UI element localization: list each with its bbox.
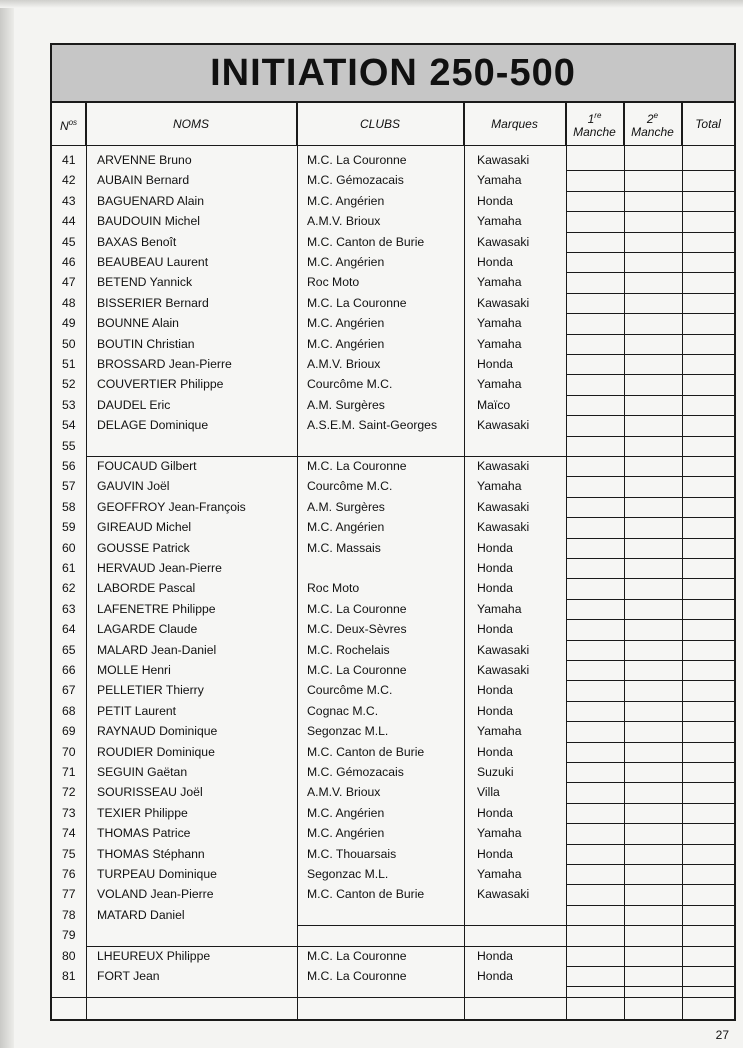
rider-name: AUBAIN Bernard bbox=[97, 173, 190, 188]
rider-name: GIREAUD Michel bbox=[97, 520, 192, 535]
rider-name: MOLLE Henri bbox=[97, 663, 171, 677]
rider-brand: Villa bbox=[477, 785, 500, 800]
rider-brand: Kawasaki bbox=[477, 499, 530, 514]
header-manche-2-word: Manche bbox=[631, 125, 674, 139]
rider-name: FORT Jean bbox=[97, 969, 160, 983]
rider-name: TEXIER Philippe bbox=[97, 805, 188, 820]
rider-brand: Yamaha bbox=[477, 479, 522, 494]
rider-name: GEOFFROY Jean-François bbox=[97, 499, 246, 514]
rider-number: 81 bbox=[62, 969, 76, 983]
rider-brand: Honda bbox=[477, 805, 513, 820]
rider-name: BROSSARD Jean-Pierre bbox=[97, 357, 232, 371]
rider-brand: Yamaha bbox=[477, 724, 522, 739]
score-row-rule bbox=[566, 578, 734, 579]
rider-brand: Honda bbox=[477, 683, 513, 698]
header-num-label bbox=[60, 116, 77, 133]
score-row-rule bbox=[566, 313, 734, 314]
rider-name: HERVAUD Jean-Pierre bbox=[97, 561, 222, 575]
header-manche-2 bbox=[624, 103, 682, 145]
rider-name: TURPEAU Dominique bbox=[97, 867, 217, 881]
rider-number: 79 bbox=[62, 928, 76, 943]
header-manche-1-num bbox=[588, 109, 602, 126]
rider-club: M.C. La Couronne bbox=[307, 459, 407, 473]
rider-name: PETIT Laurent bbox=[97, 703, 177, 718]
score-row-rule bbox=[566, 354, 734, 355]
rider-club: Segonzac M.L. bbox=[307, 724, 389, 739]
rider-number: 74 bbox=[62, 826, 76, 841]
footer-divider bbox=[52, 997, 734, 998]
rider-brand: Honda bbox=[477, 622, 513, 637]
rider-name: BAGUENARD Alain bbox=[97, 193, 205, 208]
rider-number: 50 bbox=[62, 336, 76, 351]
rider-name: BOUNNE Alain bbox=[97, 316, 179, 331]
block-separator bbox=[297, 925, 566, 926]
rider-number: 69 bbox=[62, 724, 76, 739]
rider-brand: Kawasaki bbox=[477, 663, 530, 677]
rider-name: COUVERTIER Philippe bbox=[97, 377, 224, 392]
score-row-rule bbox=[566, 619, 734, 620]
rider-club: M.C. Gémozacais bbox=[307, 173, 404, 188]
rider-name: THOMAS Patrice bbox=[97, 826, 191, 841]
rider-name: DELAGE Dominique bbox=[97, 418, 209, 433]
rider-brand: Kawasaki bbox=[477, 459, 530, 473]
rider-brand: Yamaha bbox=[477, 316, 522, 331]
rider-number: 77 bbox=[62, 887, 76, 902]
score-row-rule bbox=[566, 211, 734, 212]
page-title: INITIATION 250-500 bbox=[210, 51, 576, 94]
rider-number: 49 bbox=[62, 316, 76, 331]
rider-club: M.C. La Couronne bbox=[307, 948, 407, 963]
rider-number: 75 bbox=[62, 846, 76, 861]
header-manche-1 bbox=[566, 103, 624, 145]
score-row-rule bbox=[566, 538, 734, 539]
rider-name: SEGUIN Gaëtan bbox=[97, 765, 188, 779]
header-brands bbox=[464, 103, 566, 145]
header-num bbox=[52, 103, 86, 145]
score-row-rule bbox=[566, 436, 734, 437]
rider-club: M.C. Gémozacais bbox=[307, 765, 404, 779]
score-row-rule bbox=[566, 599, 734, 600]
rider-number: 68 bbox=[62, 703, 76, 718]
rider-brand: Yamaha bbox=[477, 601, 522, 616]
rider-club: Roc Moto bbox=[307, 581, 360, 596]
score-row-rule bbox=[566, 497, 734, 498]
rider-name: BEAUBEAU Laurent bbox=[97, 255, 209, 269]
score-row-rule bbox=[566, 762, 734, 763]
score-row-rule bbox=[566, 232, 734, 233]
rider-club: M.C. Angérien bbox=[307, 805, 385, 820]
rider-number: 76 bbox=[62, 867, 76, 881]
rider-name: THOMAS Stéphann bbox=[97, 846, 205, 861]
rider-brand: Honda bbox=[477, 561, 513, 575]
rider-brand: Yamaha bbox=[477, 214, 522, 229]
rider-number: 56 bbox=[62, 459, 76, 473]
rider-brand: Kawasaki bbox=[477, 887, 530, 902]
rider-number: 73 bbox=[62, 805, 76, 820]
rider-number: 54 bbox=[62, 418, 76, 433]
rider-brand: Honda bbox=[477, 846, 513, 861]
header-manche-2-num bbox=[647, 109, 658, 126]
score-row-rule bbox=[566, 476, 734, 477]
score-row-rule bbox=[566, 864, 734, 865]
col-rule-num bbox=[86, 103, 87, 1021]
rider-brand: Suzuki bbox=[477, 765, 514, 779]
rider-brand: Yamaha bbox=[477, 826, 522, 841]
rider-brand: Yamaha bbox=[477, 173, 522, 188]
rider-number: 71 bbox=[62, 765, 76, 779]
rider-name: MATARD Daniel bbox=[97, 907, 185, 922]
header-manche-2-digit: 2 bbox=[646, 112, 654, 126]
rider-club: M.C. Deux-Sèvres bbox=[307, 622, 407, 637]
rider-number: 55 bbox=[62, 438, 76, 453]
rider-number: 42 bbox=[62, 173, 76, 188]
block-separator bbox=[86, 456, 734, 457]
header-total bbox=[682, 103, 734, 145]
score-row-rule bbox=[566, 721, 734, 722]
score-row-rule bbox=[566, 660, 734, 661]
score-row-rule bbox=[566, 986, 734, 987]
rider-club: M.C. Angérien bbox=[307, 193, 385, 208]
rider-club: Courcôme M.C. bbox=[307, 683, 393, 698]
rider-brand: Honda bbox=[477, 703, 513, 718]
rider-brand: Kawasaki bbox=[477, 642, 530, 657]
rider-club: Roc Moto bbox=[307, 275, 360, 290]
title-bar bbox=[52, 45, 734, 103]
rider-number: 45 bbox=[62, 234, 76, 249]
header-names-label: NOMS bbox=[173, 116, 209, 131]
header-divider bbox=[52, 145, 734, 146]
rider-brand: Honda bbox=[477, 255, 513, 269]
rider-brand: Honda bbox=[477, 744, 513, 759]
score-row-rule bbox=[566, 884, 734, 885]
rider-club: M.C. Angérien bbox=[307, 520, 385, 535]
rider-number: 59 bbox=[62, 520, 76, 535]
rider-club: M.C. Canton de Burie bbox=[307, 744, 425, 759]
rider-brand: Yamaha bbox=[477, 377, 522, 392]
score-row-rule bbox=[566, 517, 734, 518]
rider-number: 66 bbox=[62, 663, 76, 677]
rider-brand: Honda bbox=[477, 357, 513, 371]
score-row-rule bbox=[566, 558, 734, 559]
rider-club: Segonzac M.L. bbox=[307, 867, 389, 881]
rider-club: A.M. Surgères bbox=[307, 397, 385, 412]
page-binding-shadow bbox=[0, 0, 14, 1048]
rider-name: FOUCAUD Gilbert bbox=[97, 459, 197, 473]
score-row-rule bbox=[566, 395, 734, 396]
page-number: 27 bbox=[715, 1028, 729, 1042]
rider-name: LAFENETRE Philippe bbox=[97, 601, 216, 616]
score-row-rule bbox=[566, 782, 734, 783]
rider-name: LHEUREUX Philippe bbox=[97, 948, 211, 963]
header-clubs bbox=[297, 103, 464, 145]
header-brands-label: Marques bbox=[491, 116, 538, 131]
rider-number: 62 bbox=[62, 581, 76, 596]
rider-brand: Honda bbox=[477, 969, 513, 983]
rider-club: A.M.V. Brioux bbox=[307, 785, 381, 800]
rider-number: 46 bbox=[62, 255, 76, 269]
rider-name: LAGARDE Claude bbox=[97, 622, 198, 637]
rider-brand: Maïco bbox=[477, 397, 511, 412]
score-row-rule bbox=[566, 803, 734, 804]
rider-number: 52 bbox=[62, 377, 76, 392]
rider-club: A.M. Surgères bbox=[307, 499, 385, 514]
rider-number: 58 bbox=[62, 499, 76, 514]
header-names bbox=[86, 103, 297, 145]
rider-name: MALARD Jean-Daniel bbox=[97, 642, 217, 657]
score-row-rule bbox=[566, 844, 734, 845]
rider-brand: Yamaha bbox=[477, 336, 522, 351]
header-manche-2-sup: e bbox=[653, 111, 659, 120]
rider-name: VOLAND Jean-Pierre bbox=[97, 887, 214, 902]
header-num-main: N bbox=[59, 118, 69, 133]
rider-number: 64 bbox=[62, 622, 76, 637]
rider-number: 41 bbox=[62, 153, 76, 167]
rider-club: M.C. La Couronne bbox=[307, 969, 407, 983]
rider-number: 57 bbox=[62, 479, 76, 494]
rider-name: DAUDEL Eric bbox=[97, 397, 171, 412]
score-row-rule bbox=[566, 905, 734, 906]
rider-number: 43 bbox=[62, 193, 76, 208]
rider-number: 67 bbox=[62, 683, 76, 698]
rider-club: M.C. La Couronne bbox=[307, 601, 407, 616]
rider-brand: Yamaha bbox=[477, 275, 522, 290]
header-manche-1-word: Manche bbox=[573, 125, 616, 139]
rider-name: BOUTIN Christian bbox=[97, 336, 195, 351]
rider-brand: Yamaha bbox=[477, 867, 522, 881]
rider-name: BISSERIER Bernard bbox=[97, 295, 209, 310]
rider-club: M.C. La Couronne bbox=[307, 153, 407, 167]
col-rule-brands bbox=[566, 103, 567, 1021]
score-row-rule bbox=[566, 334, 734, 335]
rider-number: 80 bbox=[62, 948, 76, 963]
rider-club: M.C. Massais bbox=[307, 540, 381, 555]
rider-brand: Kawasaki bbox=[477, 153, 530, 167]
col-rule-manche-2 bbox=[682, 103, 683, 1021]
page-top-shadow bbox=[0, 0, 743, 8]
rider-name: BAXAS Benoît bbox=[97, 234, 177, 249]
score-row-rule bbox=[566, 272, 734, 273]
rider-number: 78 bbox=[62, 907, 76, 922]
rider-club: M.C. Angérien bbox=[307, 336, 385, 351]
rider-brand: Honda bbox=[477, 948, 513, 963]
header-clubs-label: CLUBS bbox=[359, 116, 400, 131]
rider-brand: Honda bbox=[477, 581, 513, 596]
rider-name: BETEND Yannick bbox=[97, 275, 193, 290]
rider-number: 44 bbox=[62, 214, 76, 229]
score-row-rule bbox=[566, 170, 734, 171]
score-row-rule bbox=[566, 293, 734, 294]
rider-club: Courcôme M.C. bbox=[307, 377, 393, 392]
score-row-rule bbox=[566, 966, 734, 967]
rider-club: A.M.V. Brioux bbox=[307, 214, 381, 229]
rider-number: 53 bbox=[62, 397, 76, 412]
score-row-rule bbox=[566, 374, 734, 375]
rider-name: LABORDE Pascal bbox=[97, 581, 196, 596]
rider-club: M.C. Thouarsais bbox=[307, 846, 397, 861]
rider-name: ARVENNE Bruno bbox=[97, 153, 192, 167]
score-row-rule bbox=[566, 925, 734, 926]
block-separator bbox=[86, 946, 734, 947]
col-rule-names bbox=[297, 103, 298, 1021]
col-rule-clubs bbox=[464, 103, 465, 1021]
header-manche-1-sup: re bbox=[594, 111, 602, 120]
rider-number: 51 bbox=[62, 357, 76, 371]
header-num-sup: os bbox=[68, 117, 78, 127]
rider-brand: Kawasaki bbox=[477, 295, 530, 310]
rider-name: PELLETIER Thierry bbox=[97, 683, 204, 698]
rider-name: GOUSSE Patrick bbox=[97, 540, 190, 555]
rider-club: M.C. La Couronne bbox=[307, 663, 407, 677]
rider-number: 72 bbox=[62, 785, 76, 800]
rider-name: ROUDIER Dominique bbox=[97, 744, 215, 759]
score-row-rule bbox=[566, 701, 734, 702]
rider-number: 70 bbox=[62, 744, 76, 759]
rider-brand: Honda bbox=[477, 540, 513, 555]
score-row-rule bbox=[566, 640, 734, 641]
col-rule-manche-1 bbox=[624, 103, 625, 1021]
rider-club: Cognac M.C. bbox=[307, 703, 379, 718]
rider-number: 65 bbox=[62, 642, 76, 657]
rider-brand: Kawasaki bbox=[477, 234, 530, 249]
rider-club: M.C. Rochelais bbox=[307, 642, 390, 657]
score-row-rule bbox=[566, 680, 734, 681]
rider-name: GAUVIN Joël bbox=[97, 479, 170, 494]
score-row-rule bbox=[566, 823, 734, 824]
rider-number: 61 bbox=[62, 561, 76, 575]
rider-number: 48 bbox=[62, 295, 76, 310]
rider-club: Courcôme M.C. bbox=[307, 479, 393, 494]
rider-number: 47 bbox=[62, 275, 76, 290]
rider-number: 63 bbox=[62, 601, 76, 616]
rider-number: 60 bbox=[62, 540, 76, 555]
rider-club: M.C. Canton de Burie bbox=[307, 234, 425, 249]
header-manche-1-digit: 1 bbox=[587, 112, 595, 126]
rider-brand: Honda bbox=[477, 193, 513, 208]
score-row-rule bbox=[566, 252, 734, 253]
rider-club: A.S.E.M. Saint-Georges bbox=[307, 418, 438, 433]
score-row-rule bbox=[566, 415, 734, 416]
rider-brand: Kawasaki bbox=[477, 520, 530, 535]
rider-club: M.C. Angérien bbox=[307, 255, 385, 269]
rider-club: M.C. Angérien bbox=[307, 826, 385, 841]
rider-name: BAUDOUIN Michel bbox=[97, 214, 200, 229]
rider-club: M.C. Angérien bbox=[307, 316, 385, 331]
header-total-label: Total bbox=[695, 116, 721, 131]
rider-club: M.C. Canton de Burie bbox=[307, 887, 425, 902]
rider-name: SOURISSEAU Joël bbox=[97, 785, 203, 800]
rider-brand: Kawasaki bbox=[477, 418, 530, 433]
rider-club: A.M.V. Brioux bbox=[307, 357, 381, 371]
score-row-rule bbox=[566, 191, 734, 192]
rider-name: RAYNAUD Dominique bbox=[97, 724, 218, 739]
score-row-rule bbox=[566, 742, 734, 743]
results-table bbox=[50, 43, 736, 1021]
rider-club: M.C. La Couronne bbox=[307, 295, 407, 310]
